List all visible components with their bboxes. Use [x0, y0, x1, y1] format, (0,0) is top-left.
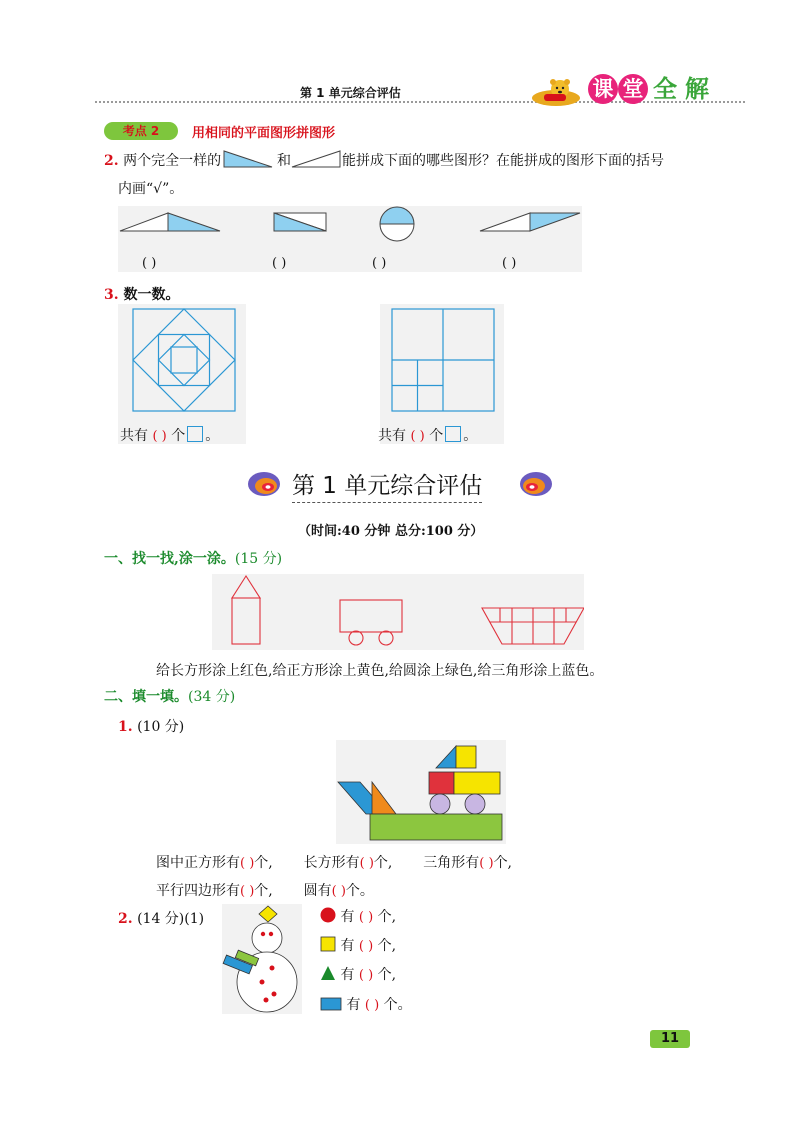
swirl-ornament-right-icon	[518, 468, 556, 500]
nested-squares-figure	[132, 308, 236, 412]
part2-q1-line1	[156, 852, 716, 872]
assessment-meta: （时间:40 分钟 总分:100 分）	[298, 524, 484, 539]
count-row-rectangle	[320, 994, 412, 1014]
count-row-paren[interactable]: ( )	[358, 910, 374, 925]
logo-char: 堂	[618, 74, 648, 104]
part1-shapes	[212, 574, 584, 650]
cart-body	[340, 600, 402, 632]
part2-q1-score: (10 分)	[137, 719, 185, 735]
q3-end-mark: 。	[205, 428, 220, 444]
square-symbol-icon	[445, 426, 461, 442]
logo-char: 全	[653, 75, 677, 103]
count-triangle-suffix: 个,	[493, 855, 513, 871]
count-row-suffix: 个,	[377, 909, 397, 925]
count-parallelogram-label: 平行四边形有	[156, 883, 240, 899]
q3-heading	[104, 284, 180, 304]
triangle-sample-white-icon	[290, 149, 342, 169]
part1-heading-row	[104, 548, 282, 568]
q2-answer-paren-2[interactable]: ( )	[272, 256, 287, 271]
count-row-suffix: 个。	[383, 997, 412, 1013]
count-row-triangle	[320, 964, 396, 984]
pencil-triangle	[232, 576, 260, 598]
ship-square	[429, 772, 454, 794]
q3-title: 数一数。	[123, 287, 180, 303]
count-row-label: 有	[346, 997, 361, 1013]
assessment-title: 第 1 单元综合评估	[292, 467, 482, 503]
q3-left-prefix: 共有	[120, 428, 148, 444]
q3-end-mark: 。	[463, 428, 478, 444]
yellow-square-icon	[320, 936, 336, 952]
triangle-sample-blue-icon	[222, 149, 274, 169]
q3-left-suffix: 个	[171, 428, 186, 444]
q3-right-suffix: 个	[429, 428, 444, 444]
count-rectangle-label: 长方形有	[303, 855, 360, 871]
q2-answer-paren-1[interactable]: ( )	[142, 256, 157, 271]
count-row-label: 有	[340, 967, 355, 983]
ship-rectangle	[370, 814, 502, 840]
q3-left-answer	[120, 425, 219, 445]
cart-wheel-left	[349, 631, 363, 645]
count-square-paren[interactable]: ( )	[240, 856, 255, 871]
ship-triangle	[372, 782, 396, 814]
part1-score: (15 分)	[234, 551, 283, 567]
red-circle-icon	[320, 907, 336, 923]
count-triangle-label: 三角形有	[423, 855, 480, 871]
logo-char: 课	[588, 74, 618, 104]
ship-circle	[465, 794, 485, 814]
part2-score: (34 分)	[188, 689, 236, 705]
ship-circle	[430, 794, 450, 814]
count-circle-label: 圆有	[303, 883, 332, 899]
running-title: 第 1 单元综合评估	[300, 86, 401, 100]
count-row-square	[320, 935, 396, 955]
q2-answer-paren-4[interactable]: ( )	[502, 256, 517, 271]
pencil-body	[232, 598, 260, 644]
part2-q1-line2	[156, 880, 374, 900]
count-row-suffix: 个,	[377, 967, 397, 983]
count-circle-paren[interactable]: ( )	[331, 884, 346, 899]
bear-mascot-icon	[530, 78, 582, 106]
part2-q1-number: 1.	[118, 719, 133, 735]
part2-q2-heading	[118, 908, 204, 928]
q3-left-paren[interactable]: ( )	[152, 429, 167, 444]
count-row-label: 有	[340, 938, 355, 954]
part2-q2-number: 2.	[118, 911, 133, 927]
part2-heading-row	[104, 686, 235, 706]
q2-text-c: 能拼成下面的哪些图形？在能拼成的图形下面的括号	[342, 153, 664, 169]
logo-char: 解	[685, 75, 709, 103]
part2-heading: 二、填一填。	[104, 689, 188, 705]
count-row-circle	[320, 906, 396, 926]
q2-answer-paren-3[interactable]: ( )	[372, 256, 387, 271]
brand-logo	[530, 72, 730, 108]
count-parallelogram-suffix: 个,	[254, 883, 273, 899]
square-symbol-icon	[187, 426, 203, 442]
part1-heading: 一、找一找,涂一涂。	[104, 551, 235, 567]
swirl-ornament-left-icon	[244, 468, 282, 500]
shape-option-4	[480, 213, 580, 231]
ship-figure	[336, 740, 506, 844]
count-row-label: 有	[340, 909, 355, 925]
count-row-paren[interactable]: ( )	[364, 998, 380, 1013]
shape-option-3	[380, 207, 414, 241]
count-square-suffix: 个,	[254, 855, 273, 871]
q3-right-answer	[378, 425, 477, 445]
count-rectangle-suffix: 个,	[373, 855, 393, 871]
count-row-paren[interactable]: ( )	[358, 968, 374, 983]
shape-option-2	[274, 213, 326, 231]
q2-text-b: 和	[277, 153, 291, 169]
snowman-hat-icon	[259, 906, 277, 922]
count-parallelogram-paren[interactable]: ( )	[240, 884, 255, 899]
q2-text-d: 内画“√”。	[118, 181, 184, 197]
q3-right-prefix: 共有	[378, 428, 406, 444]
count-rectangle-paren[interactable]: ( )	[359, 856, 374, 871]
count-circle-suffix: 个。	[345, 883, 374, 899]
part2-q2-score: (14 分)(1)	[137, 911, 205, 927]
cart-wheel-right	[379, 631, 393, 645]
count-row-paren[interactable]: ( )	[358, 939, 374, 954]
ship-rectangle	[454, 772, 500, 794]
count-row-suffix: 个,	[377, 938, 397, 954]
ship-triangle	[436, 746, 456, 768]
ship-square	[456, 746, 476, 768]
q3-number: 3.	[104, 287, 119, 303]
kaodian-title: 用相同的平面图形拼图形	[192, 126, 336, 141]
q3-right-paren[interactable]: ( )	[410, 429, 425, 444]
part2-q1-heading	[118, 716, 184, 736]
count-square-label: 图中正方形有	[156, 855, 240, 871]
grid-squares-figure	[391, 308, 495, 412]
q2-number: 2.	[104, 153, 119, 169]
kaodian-tag: 考点 2	[104, 122, 178, 140]
snowman-figure	[222, 904, 302, 1014]
part1-instruction: 给长方形涂上红色,给正方形涂上黄色,给圆涂上绿色,给三角形涂上蓝色。	[156, 663, 604, 679]
blue-rectangle-icon	[320, 997, 342, 1011]
q2-text-a: 两个完全一样的	[123, 153, 222, 169]
shape-option-1	[120, 213, 220, 231]
count-triangle-paren[interactable]: ( )	[479, 856, 494, 871]
page-number: 11	[650, 1030, 690, 1048]
green-triangle-icon	[320, 965, 336, 981]
